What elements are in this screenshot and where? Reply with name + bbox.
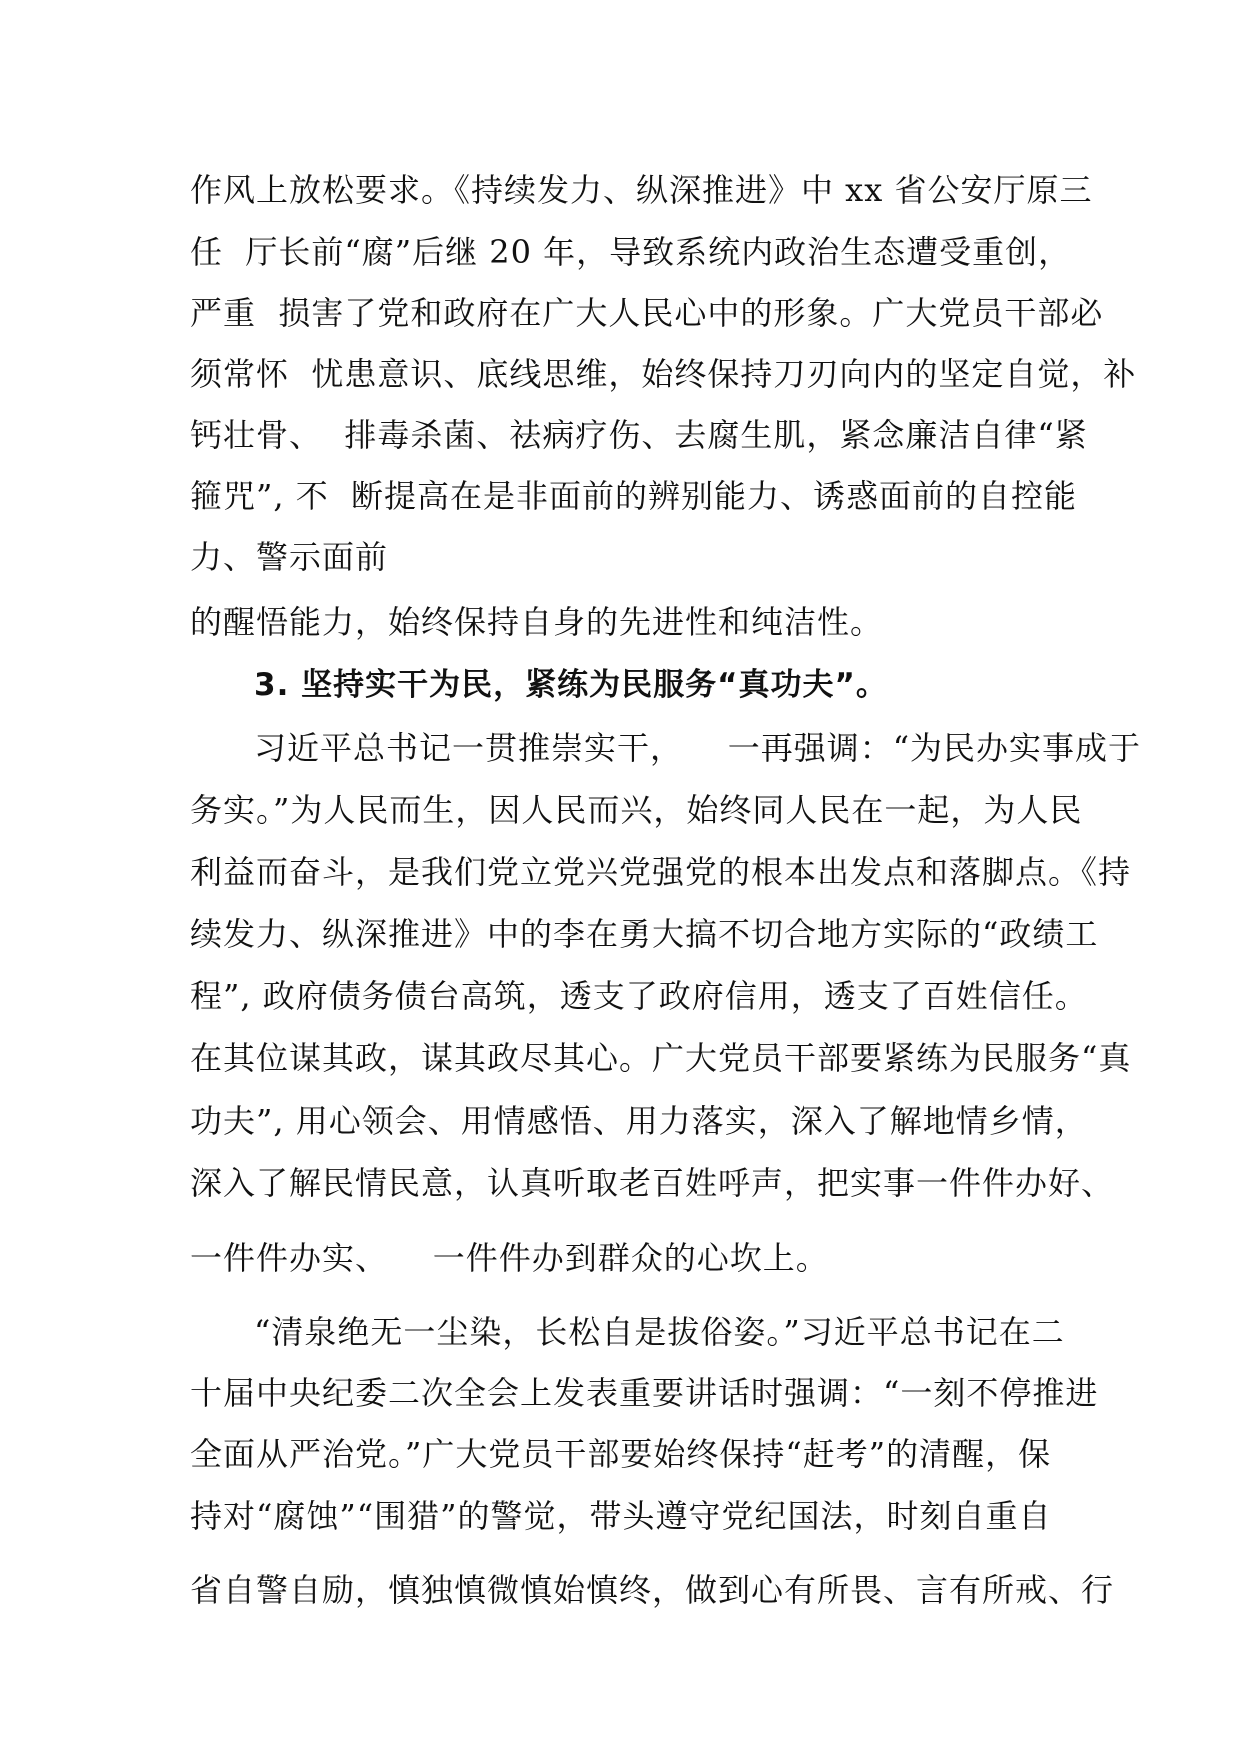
text-line: 续发力、纵深推进》中的李在勇大搞不切合地方实际的“政绩工 <box>190 915 1099 953</box>
text-line: 务实。”为人民而生，因人民而兴，始终同人民在一起，为人民 <box>190 791 1083 829</box>
text-line: 箍咒”, 不 断提高在是非面前的辨别能力、诱惑面前的自控能 <box>190 477 1078 515</box>
text-line: 力、警示面前 <box>190 538 389 576</box>
text-line: 的醒悟能力，始终保持自身的先进性和纯洁性。 <box>190 603 884 641</box>
text-line: 须常怀 忧患意识、底线思维，始终保持刀刃向内的坚定自觉，补 <box>190 355 1137 393</box>
paragraph-first-line: 习近平总书记一贯推崇实干， 一再强调：“为民办实事成于 <box>254 729 1142 767</box>
text-line: 程”, 政府债务债台高筑，透支了政府信用，透支了百姓信任。 <box>190 977 1088 1015</box>
text-line: 在其位谋其政，谋其政尽其心。广大党员干部要紧练为民服务“真 <box>190 1039 1132 1077</box>
text-line: 功夫”, 用心领会、用情感悟、用力落实，深入了解地情乡情， <box>190 1102 1088 1140</box>
text-line: 全面从严治党。”广大党员干部要始终保持“赶考”的清醒，保 <box>190 1435 1052 1473</box>
text-line: 一件件办实、 一件件办到群众的心坎上。 <box>190 1239 829 1277</box>
text-line: 持对“腐蚀”“围猎”的警觉，带头遵守党纪国法，时刻自重自 <box>190 1497 1052 1535</box>
text-line: 任 厅长前“腐”后继 20 年，导致系统内政治生态遭受重创， <box>190 233 1072 271</box>
text-line: 钙壮骨、 排毒杀菌、祛病疗伤、去腐生肌，紧念廉洁自律“紧 <box>190 416 1088 454</box>
section-heading: 3. 坚持实干为民，紧练为民服务“真功夫”。 <box>254 667 888 703</box>
text-line: 深入了解民情民意，认真听取老百姓呼声，把实事一件件办好、 <box>190 1164 1115 1202</box>
text-line: 十届中央纪委二次全会上发表重要讲话时强调：“一刻不停推进 <box>190 1374 1099 1412</box>
text-line: 作风上放松要求。《持续发力、纵深推进》中 xx 省公安厅原三 <box>190 171 1093 209</box>
text-line: 严重 损害了党和政府在广大人民心中的形象。广大党员干部必 <box>190 294 1104 332</box>
paragraph-first-line: “清泉绝无一尘染，长松自是拔俗姿。”习近平总书记在二 <box>254 1313 1065 1351</box>
text-line: 利益而奋斗，是我们党立党兴党强党的根本出发点和落脚点。《持 <box>190 853 1132 891</box>
text-line: 省自警自励，慎独慎微慎始慎终，做到心有所畏、言有所戒、行 <box>190 1571 1115 1609</box>
